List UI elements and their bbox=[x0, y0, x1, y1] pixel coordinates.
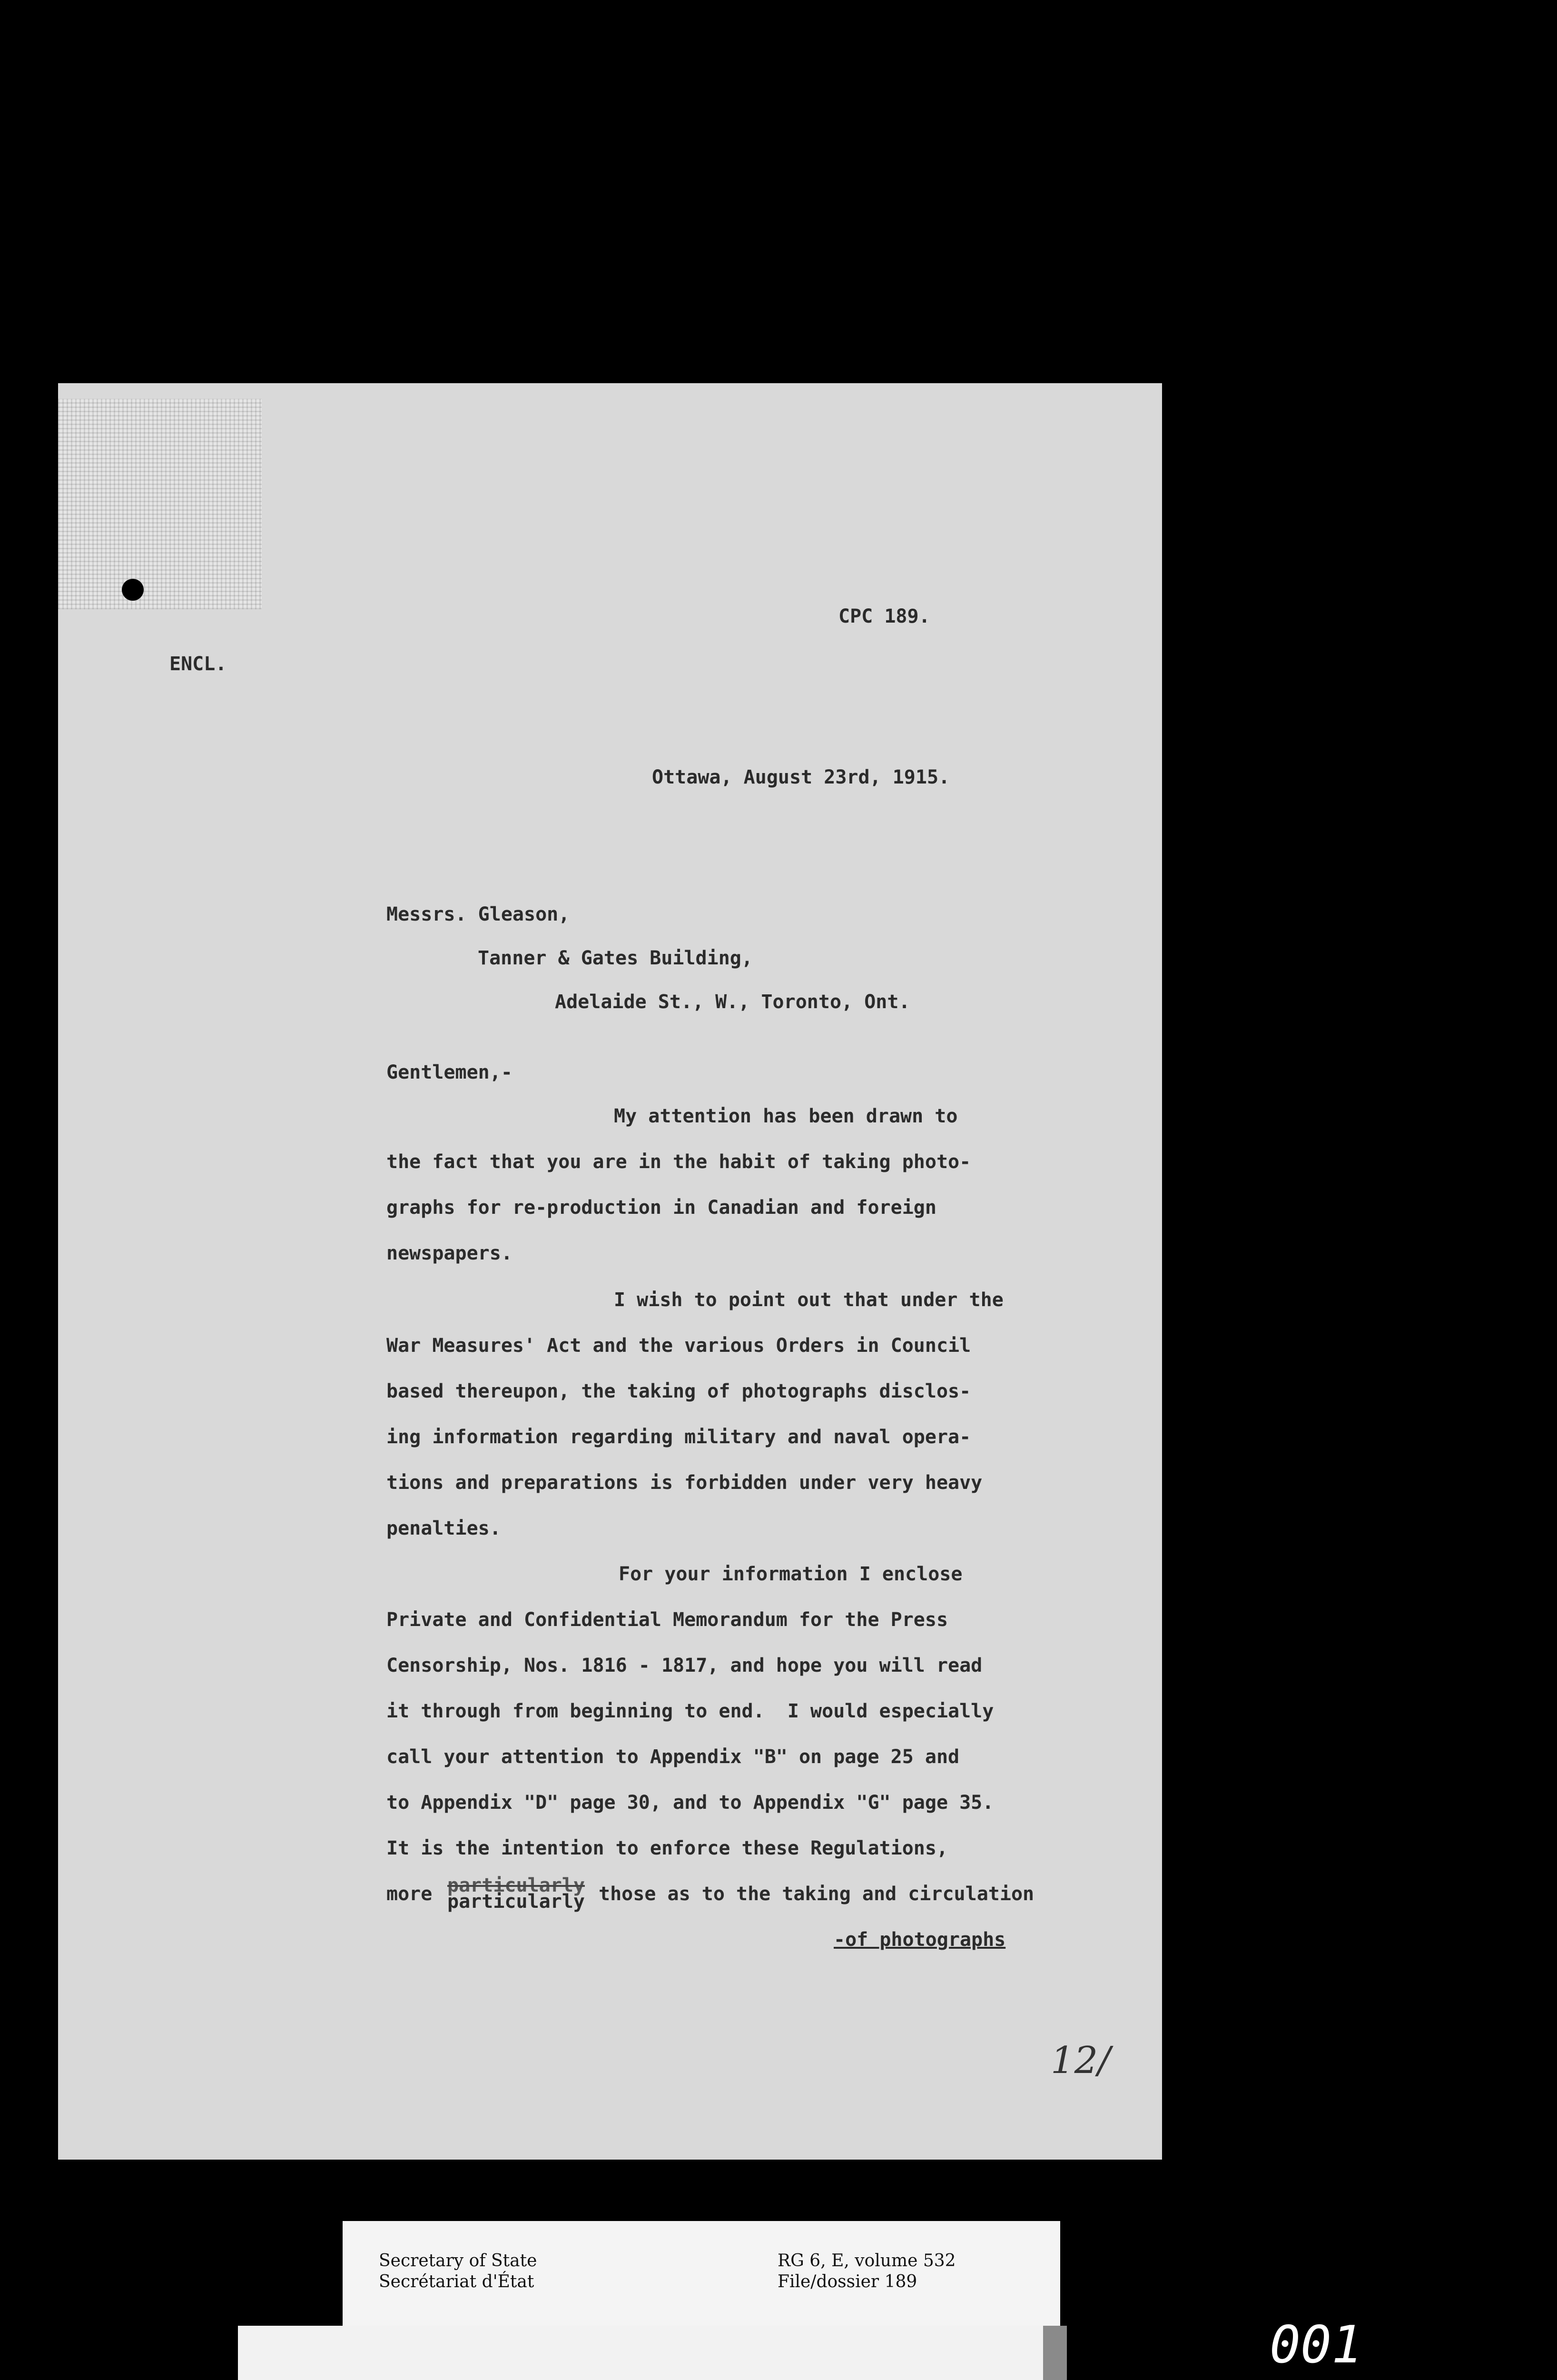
address-line: Messrs. Gleason, bbox=[386, 903, 570, 925]
body-line: It is the intention to enforce these Regulations, bbox=[386, 1837, 948, 1859]
enclosure-mark: ENCL. bbox=[169, 653, 227, 675]
body-line: call your attention to Appendix "B" on page 25 and bbox=[386, 1746, 960, 1768]
salutation: Gentlemen,- bbox=[386, 1061, 512, 1083]
department-en: Secretary of State bbox=[379, 2251, 537, 2271]
body-line: ing information regarding military and naval opera- bbox=[386, 1426, 971, 1448]
inserted-word: particularly bbox=[447, 1891, 585, 1913]
body-line: Private and Confidential Memorandum for the Press bbox=[386, 1609, 948, 1631]
volume-ref: RG 6, E, volume 532 bbox=[778, 2251, 956, 2271]
address-line: Adelaide St., W., Toronto, Ont. bbox=[555, 991, 910, 1013]
file-reference: CPC 189. bbox=[838, 605, 930, 627]
archives-stamp-card bbox=[238, 2326, 1067, 2380]
department-block bbox=[379, 2251, 537, 2292]
body-line: penalties. bbox=[386, 1517, 501, 1539]
body-line: based thereupon, the taking of photographs disclos- bbox=[386, 1380, 971, 1402]
card-shadow bbox=[1043, 2326, 1067, 2380]
continuation-catchword: -of photographs bbox=[834, 1929, 1006, 1951]
body-line: War Measures' Act and the various Orders in Council bbox=[386, 1335, 971, 1357]
body-line-start: more bbox=[386, 1883, 433, 1905]
body-line: graphs for re-production in Canadian and foreign bbox=[386, 1197, 936, 1219]
body-line: it through from beginning to end. I would especially bbox=[386, 1700, 994, 1722]
body-line: I wish to point out that under the bbox=[614, 1289, 1004, 1311]
frame-number: 001 bbox=[1270, 2315, 1363, 2375]
punch-hole bbox=[122, 579, 144, 601]
body-line: Censorship, Nos. 1816 - 1817, and hope you will read bbox=[386, 1655, 983, 1676]
body-line: tions and preparations is forbidden under very heavy bbox=[386, 1472, 983, 1494]
department-fr: Secrétariat d'État bbox=[379, 2272, 534, 2291]
volume-block bbox=[778, 2251, 956, 2292]
body-line: newspapers. bbox=[386, 1242, 512, 1264]
handwritten-page-mark: 12/ bbox=[1051, 2039, 1111, 2082]
body-line: For your information I enclose bbox=[619, 1563, 963, 1585]
struck-word: particularly bbox=[447, 1874, 585, 1896]
place-date: Ottawa, August 23rd, 1915. bbox=[652, 766, 950, 788]
file-ref: File/dossier 189 bbox=[778, 2272, 917, 2291]
address-line: Tanner & Gates Building, bbox=[478, 947, 753, 969]
attached-tag bbox=[58, 399, 262, 609]
body-line-end: those as to the taking and circulation bbox=[599, 1883, 1035, 1905]
body-line: the fact that you are in the habit of taking photo- bbox=[386, 1151, 971, 1173]
body-line: My attention has been drawn to bbox=[614, 1105, 958, 1127]
body-line: to Appendix "D" page 30, and to Appendix "G" page 35. bbox=[386, 1792, 994, 1814]
